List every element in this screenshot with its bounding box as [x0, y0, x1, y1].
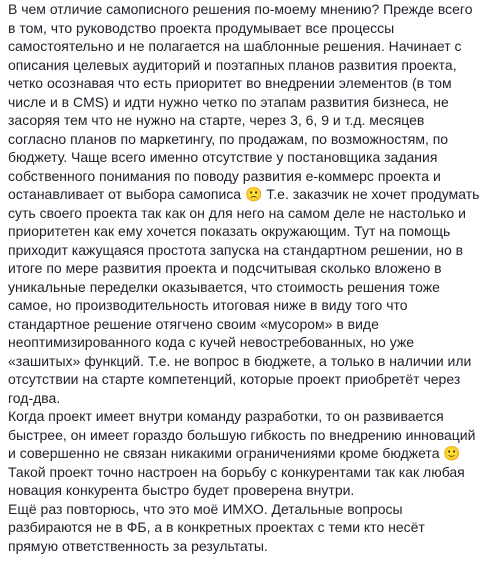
post-text-line: неоптимизированного кода с кучей невостребованных, но уже — [8, 334, 415, 350]
post-text-line: засоряя тем что не нужно на старте, через 3, 6, 9 и т.д. месяцев — [8, 112, 425, 128]
post-text-line: собственного понимания по поводу развития е-коммерс проекта и — [8, 167, 441, 184]
post-text-line: Такой проект точно настроен на борьбу с конкурентами так как любая — [8, 463, 465, 480]
post-text-line: самостоятельно и не полагается на шаблонные решения. Начинает с — [8, 38, 462, 54]
post-text-line: четко осознавая что есть приоритет во внедрении элементов (в том — [8, 75, 452, 91]
post-text-line: приоритетен как ему хочется показать окружающим. Тут на помощь — [8, 223, 451, 239]
post-text-line: год-два. — [8, 389, 61, 406]
post-text-line: бюджету. Чаще всего именно отсутствие у постановщика задания — [8, 149, 438, 165]
post-text-line: в том, что руководство проекта продумывает все процессы — [8, 19, 395, 36]
post-text-line: быстрее, он имеет гораздо большую гибкость по внедрению инноваций — [8, 426, 476, 443]
post-text-line: суть своего проекта так как он для него на самом деле не настолько и — [8, 204, 466, 221]
post-text-line: итоге по мере развития проекта и подсчитывая сколько вложено в — [8, 260, 442, 276]
post-text-line: стандартное решение отягчено своим «мусором» в виде — [8, 315, 379, 332]
post-paragraph-2 — [8, 407, 487, 500]
post-paragraph-1 — [8, 0, 487, 407]
post-text-line: самое, но производительность итоговая ниже в виду того что — [8, 297, 408, 313]
post-text-line: согласно планов по маркетингу, по продажам, по возможностям, по — [8, 130, 449, 147]
post-paragraph-3 — [8, 500, 487, 556]
post-text-line: новация конкурента быстро будет проверена внутри. — [8, 482, 355, 498]
post-text-line: прямую ответственность за результаты. — [8, 537, 268, 554]
post-text-line: Ещё раз повторюсь, что это моё ИМХО. Детальные вопросы — [8, 500, 403, 517]
post-text-line: «зашитых» функций. Т.е. не вопрос в бюджете, а только в наличии или — [8, 352, 472, 369]
post-text-line: разбираются не в ФБ, а в конкретных проектах с теми кто несёт — [8, 519, 425, 535]
post-text-line: числе и в CMS) и идти нужно четко по этапам развития бизнеса, не — [8, 93, 449, 110]
post-text-line: останавливает от выбора самописа 🙁 Т.е. заказчик не хочет продумать — [8, 186, 480, 202]
post-text-line: описания целевых аудиторий и поэтапных планов развития проекта, — [8, 56, 457, 73]
post-text-line: приходит кажущаяся простота запуска на стандартном решении, но в — [8, 241, 464, 258]
post-text-line: Когда проект имеет внутри команду разработки, то он развивается — [8, 408, 444, 424]
post-text-line: и совершенно не связан никакими ограничениями кроме бюджета 🙂 — [8, 445, 461, 461]
post-text-line: отсутствии на старте компетенций, которые проект приобретёт через — [8, 371, 461, 387]
post-text-line: уникальные переделки оказывается, что стоимость решения тоже — [8, 278, 440, 295]
post-text-line: В чем отличие самописного решения по-моему мнению? Прежде всего — [8, 1, 473, 17]
